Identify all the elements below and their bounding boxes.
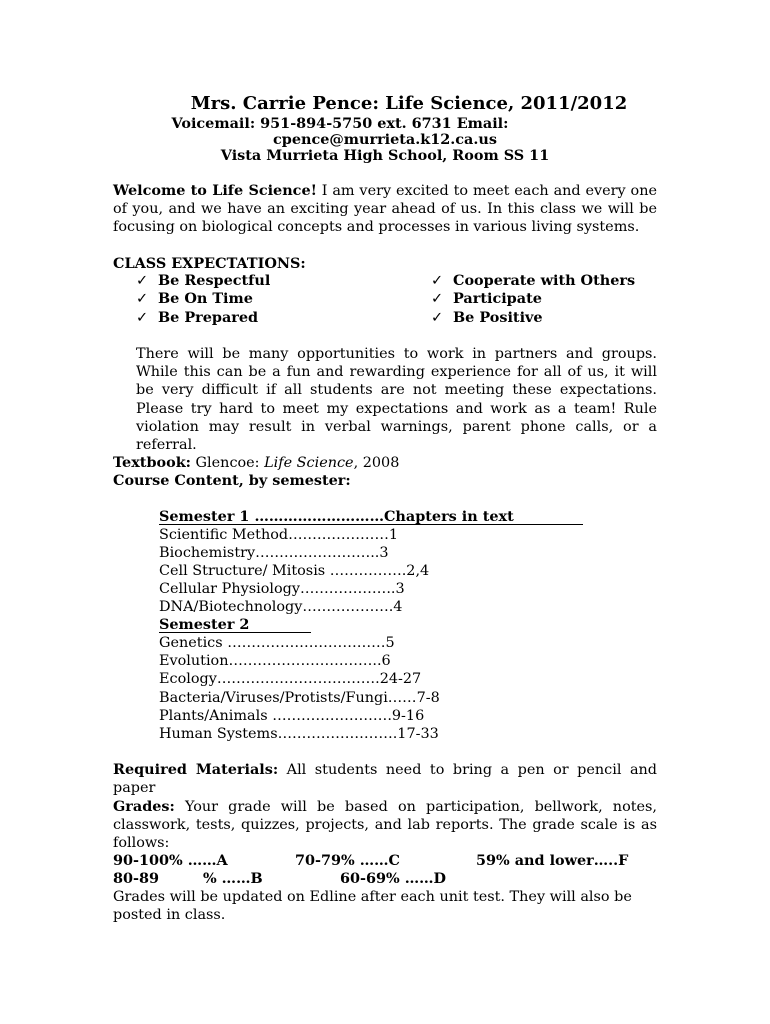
expectation-item: ✓ Be On Time — [136, 290, 253, 307]
welcome-text: I am very excited to meet each and every one of you, and we have an exciting year ahead of us. In this class we will be focusing on biological concepts and processes in various living systems. — [113, 183, 657, 236]
grade-scale-entry: 90-100% ……A — [113, 852, 228, 869]
grades-paragraph: Grades: Your grade will be based on participation, bellwork, notes, classwork, tests, quizzes, projects, and lab reports. The grade scale is as follows: — [113, 798, 657, 852]
grades-label: Grades: — [113, 798, 175, 815]
contact-line: Voicemail: 951-894-5750 ext. 6731 Email: — [171, 115, 509, 132]
expectation-item: ✓ Cooperate with Others — [431, 272, 636, 289]
groups-paragraph: There will be many opportunities to work in partners and groups. While this can be a fun and rewarding experience for all of us, it will be very difficult if all students are not meeting these expectations. Please try hard to meet my expectations and work as a team! Rule violation may result in verbal warnings, parent phone calls, or a referral. — [136, 346, 657, 454]
chapter-entry: Genetics ……………………………5 — [159, 635, 395, 651]
chapter-entry: Bacteria/Viruses/Protists/Fungi……7-8 — [159, 690, 440, 706]
chapter-entry: Biochemistry……………………..3 — [159, 545, 389, 561]
chapter-entry: Scientific Method…………………1 — [159, 527, 398, 543]
school-location: Vista Murrieta High School, Room SS 11 — [220, 147, 550, 164]
chapter-entry: Cellular Physiology………………..3 — [159, 581, 405, 597]
welcome-lead: Welcome to Life Science! — [113, 182, 317, 199]
page-title: Mrs. Carrie Pence: Life Science, 2011/2012 — [190, 93, 628, 114]
textbook-line: Textbook: Glencoe: Life Science, 2008 — [113, 454, 400, 471]
expectation-item: ✓ Participate — [431, 290, 542, 307]
textbook-label: Textbook: — [113, 454, 191, 471]
check-icon: ✓ — [136, 273, 149, 289]
check-icon: ✓ — [431, 273, 444, 289]
check-icon: ✓ — [136, 310, 149, 326]
expectation-item: ✓ Be Respectful — [136, 272, 271, 289]
chapter-entry: Plants/Animals …………………….9-16 — [159, 708, 425, 724]
grade-scale-entry: 60-69% ……D — [340, 870, 446, 887]
chapter-entry: Ecology…………………………….24-27 — [159, 671, 422, 687]
welcome-paragraph — [113, 182, 657, 237]
email-line: cpence@murrieta.k12.ca.us — [273, 131, 497, 148]
grade-scale-entry: 59% and lower…..F — [476, 852, 629, 869]
check-icon: ✓ — [431, 310, 444, 326]
grade-scale-entry: % ……B — [203, 870, 263, 887]
check-icon: ✓ — [136, 291, 149, 307]
chapter-entry: Evolution…………………………..6 — [159, 653, 391, 669]
grade-scale-entry: 80-89 — [113, 870, 160, 887]
chapter-entry: Human Systems…………………….17-33 — [159, 726, 439, 742]
textbook-title: Life Science — [264, 455, 354, 471]
expectation-item: ✓ Be Prepared — [136, 309, 259, 326]
chapter-entry: DNA/Biotechnology……………….4 — [159, 599, 403, 615]
chapter-entry: Cell Structure/ Mitosis …………….2,4 — [159, 563, 430, 579]
check-icon: ✓ — [431, 291, 444, 307]
expectation-item: ✓ Be Positive — [431, 309, 543, 326]
grades-note: Grades will be updated on Edline after each unit test. They will also be posted in class. — [113, 889, 632, 924]
materials-paragraph: Required Materials: All students need to bring a pen or pencil and paper — [113, 761, 658, 797]
semester1-heading: Semester 1 ………………………Chapters in text — [159, 508, 583, 526]
materials-label: Required Materials: — [113, 761, 279, 778]
expectations-heading: CLASS EXPECTATIONS: — [113, 255, 306, 272]
course-content-heading: Course Content, by semester: — [113, 472, 351, 489]
semester2-heading: Semester 2 — [159, 616, 311, 634]
grade-scale-entry: 70-79% ……C — [295, 852, 400, 869]
